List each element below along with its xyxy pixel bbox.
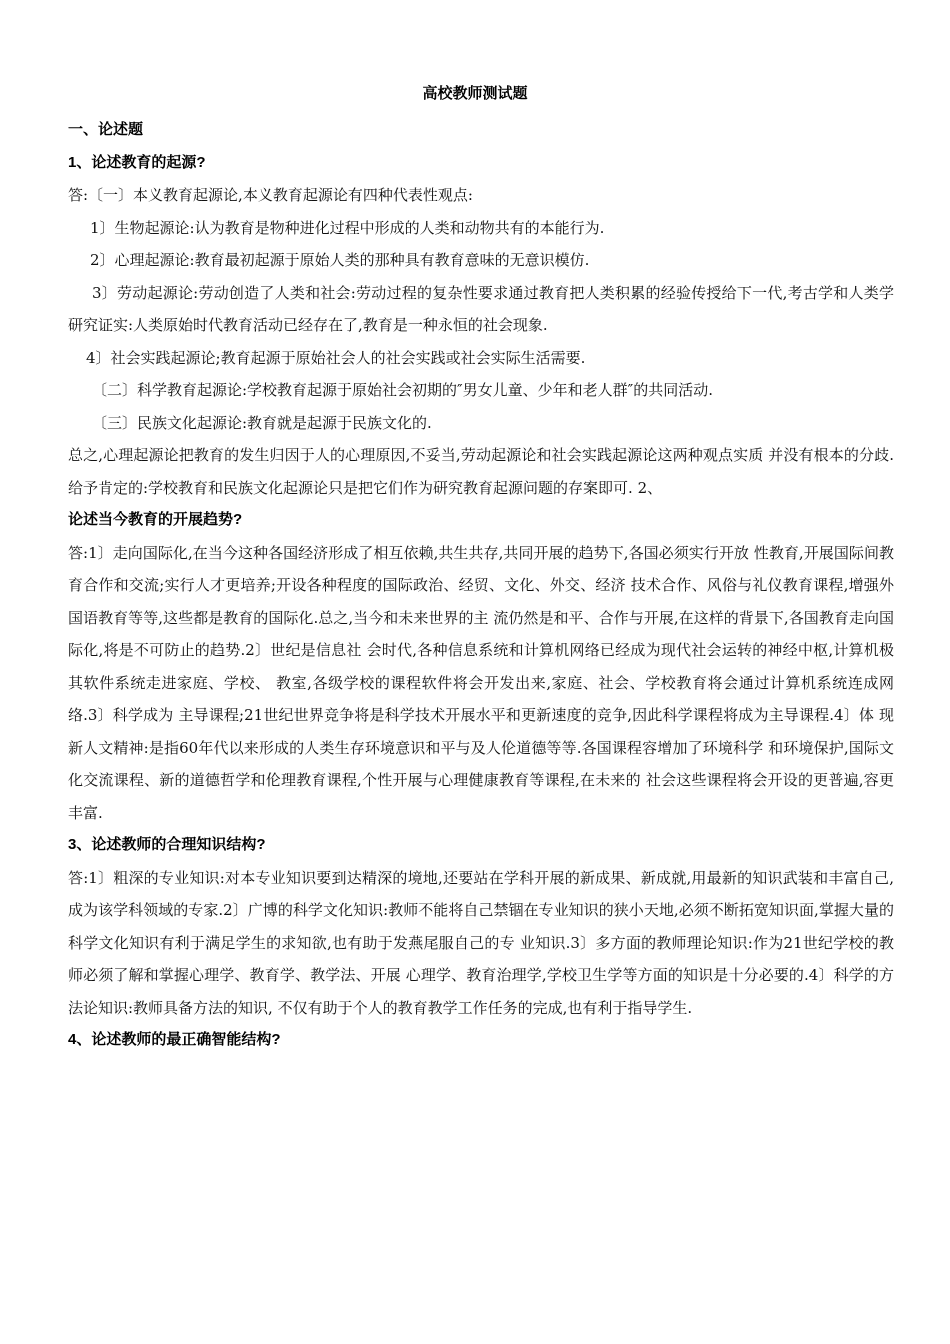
document-title: 高校教师测试题: [422, 85, 528, 102]
q1-part-2: 〔二〕科学教育起源论:学校教育起源于原始社会初期的″男女儿童、少年和老人群″的共同活动.: [92, 381, 714, 399]
q1-point-3: [68, 277, 894, 342]
q1-point-2: 2〕心理起源论:教育最初起源于原始人类的那种具有教育意味的无意识模仿.: [90, 251, 590, 269]
document-body: [68, 114, 894, 1057]
q1-point-1: 1〕生物起源论:认为教育是物种进化过程中形成的人类和动物共有的本能行为.: [90, 218, 605, 237]
q3-answer: 答:1〕粗深的专业知识:对本专业知识要到达精深的境地,还要站在学科开展的新成果、新成就,用最新的知识武装和丰富自己,成为该学科领域的专家.2〕广博的科学文化知识:教师不能将自己禁锢在专业知识的狭小天地,必须不断拓宽知识面,掌握大量的科学文化知识有利于满足学生的求知欲,也有助于发燕尾服自己的专 业知识.3〕多方面的教师理论知识:作为21世纪学校的教师必须了解和掌握心理学、教育学、教学法、开展 心理学、教育治理学,学校卫生学等方面的知识是十分必要的.4〕科学的方法论知识:教师具备方法的知识, 不仅有助于个人的教育教学工作任务的完成,也有利于指导学生.: [68, 868, 894, 1017]
question-1-heading: 1、论述教育的起源?: [68, 153, 206, 171]
q1-point-3-text: 3〕劳动起源论:劳动创造了人类和社会:劳动过程的复杂性要求通过教育把人类积累的经验传授给下一代,考古学和人类学研究证实:人类原始时代教育活动已经存在了,教育是一种永恒的社会现象.: [68, 283, 894, 334]
q1-answer-intro: 答:〔一〕本义教育起源论,本义教育起源论有四种代表性观点:: [68, 186, 473, 204]
question-2-heading: 论述当今教育的开展趋势?: [68, 511, 243, 528]
section-heading: 一、论述题: [68, 121, 144, 138]
question-4-heading: 4、论述教师的最正确智能结构?: [68, 1031, 281, 1048]
q1-part-3: 〔三〕民族文化起源论:教育就是起源于民族文化的.: [92, 413, 432, 432]
q1-point-4: 4〕社会实践起源论;教育起源于原始社会人的社会实践或社会实际生活需要.: [86, 348, 586, 367]
q1-summary: 总之,心理起源论把教育的发生归因于人的心理原因,不妥当,劳动起源论和社会实践起源论这两种观点实质 并没有根本的分歧.给予肯定的:学校教育和民族文化起源论只是把它们作为研究教育起源问题的存案即可. 2、: [68, 446, 894, 497]
q2-answer: 答:1〕走向国际化,在当今这种各国经济形成了相互依赖,共生共存,共同开展的趋势下,各国必须实行开放 性教育,开展国际间教育合作和交流;实行人才更培养;开设各种程度的国际政治、经贸、文化、外交、经济 技术合作、风俗与礼仪教育课程,增强外国语教育等等,这些都是教育的国际化.总之,当今和未来世界的主 流仍然是和平、合作与开展,在这样的背景下,各国教育走向国际化,将是不可防止的趋势.2〕世纪是信息社 会时代,各种信息系统和计算机网络已经成为现代社会运转的神经中枢,计算机极其软件系统走进家庭、学校、 教室,各级学校的课程软件将会开发出来,家庭、社会、学校教育将会通过计算机系统连成网络.3〕科学成为 主导课程;21世纪世界竞争将是科学技术开展水平和更新速度的竞争,因此科学课程将成为主导课程.4〕体 现新人文精神:是指60年代以来形成的人类生存环境意识和平与及人伦道德等等.各国课程容增加了环境科学 和环境保护,国际文化交流课程、新的道德哲学和伦理教育课程,个性开展与心理健康教育等课程,在未来的 社会这些课程将会开设的更普遍,容更丰富.: [68, 543, 894, 822]
question-3-heading: 3、论述教师的合理知识结构?: [68, 836, 266, 853]
